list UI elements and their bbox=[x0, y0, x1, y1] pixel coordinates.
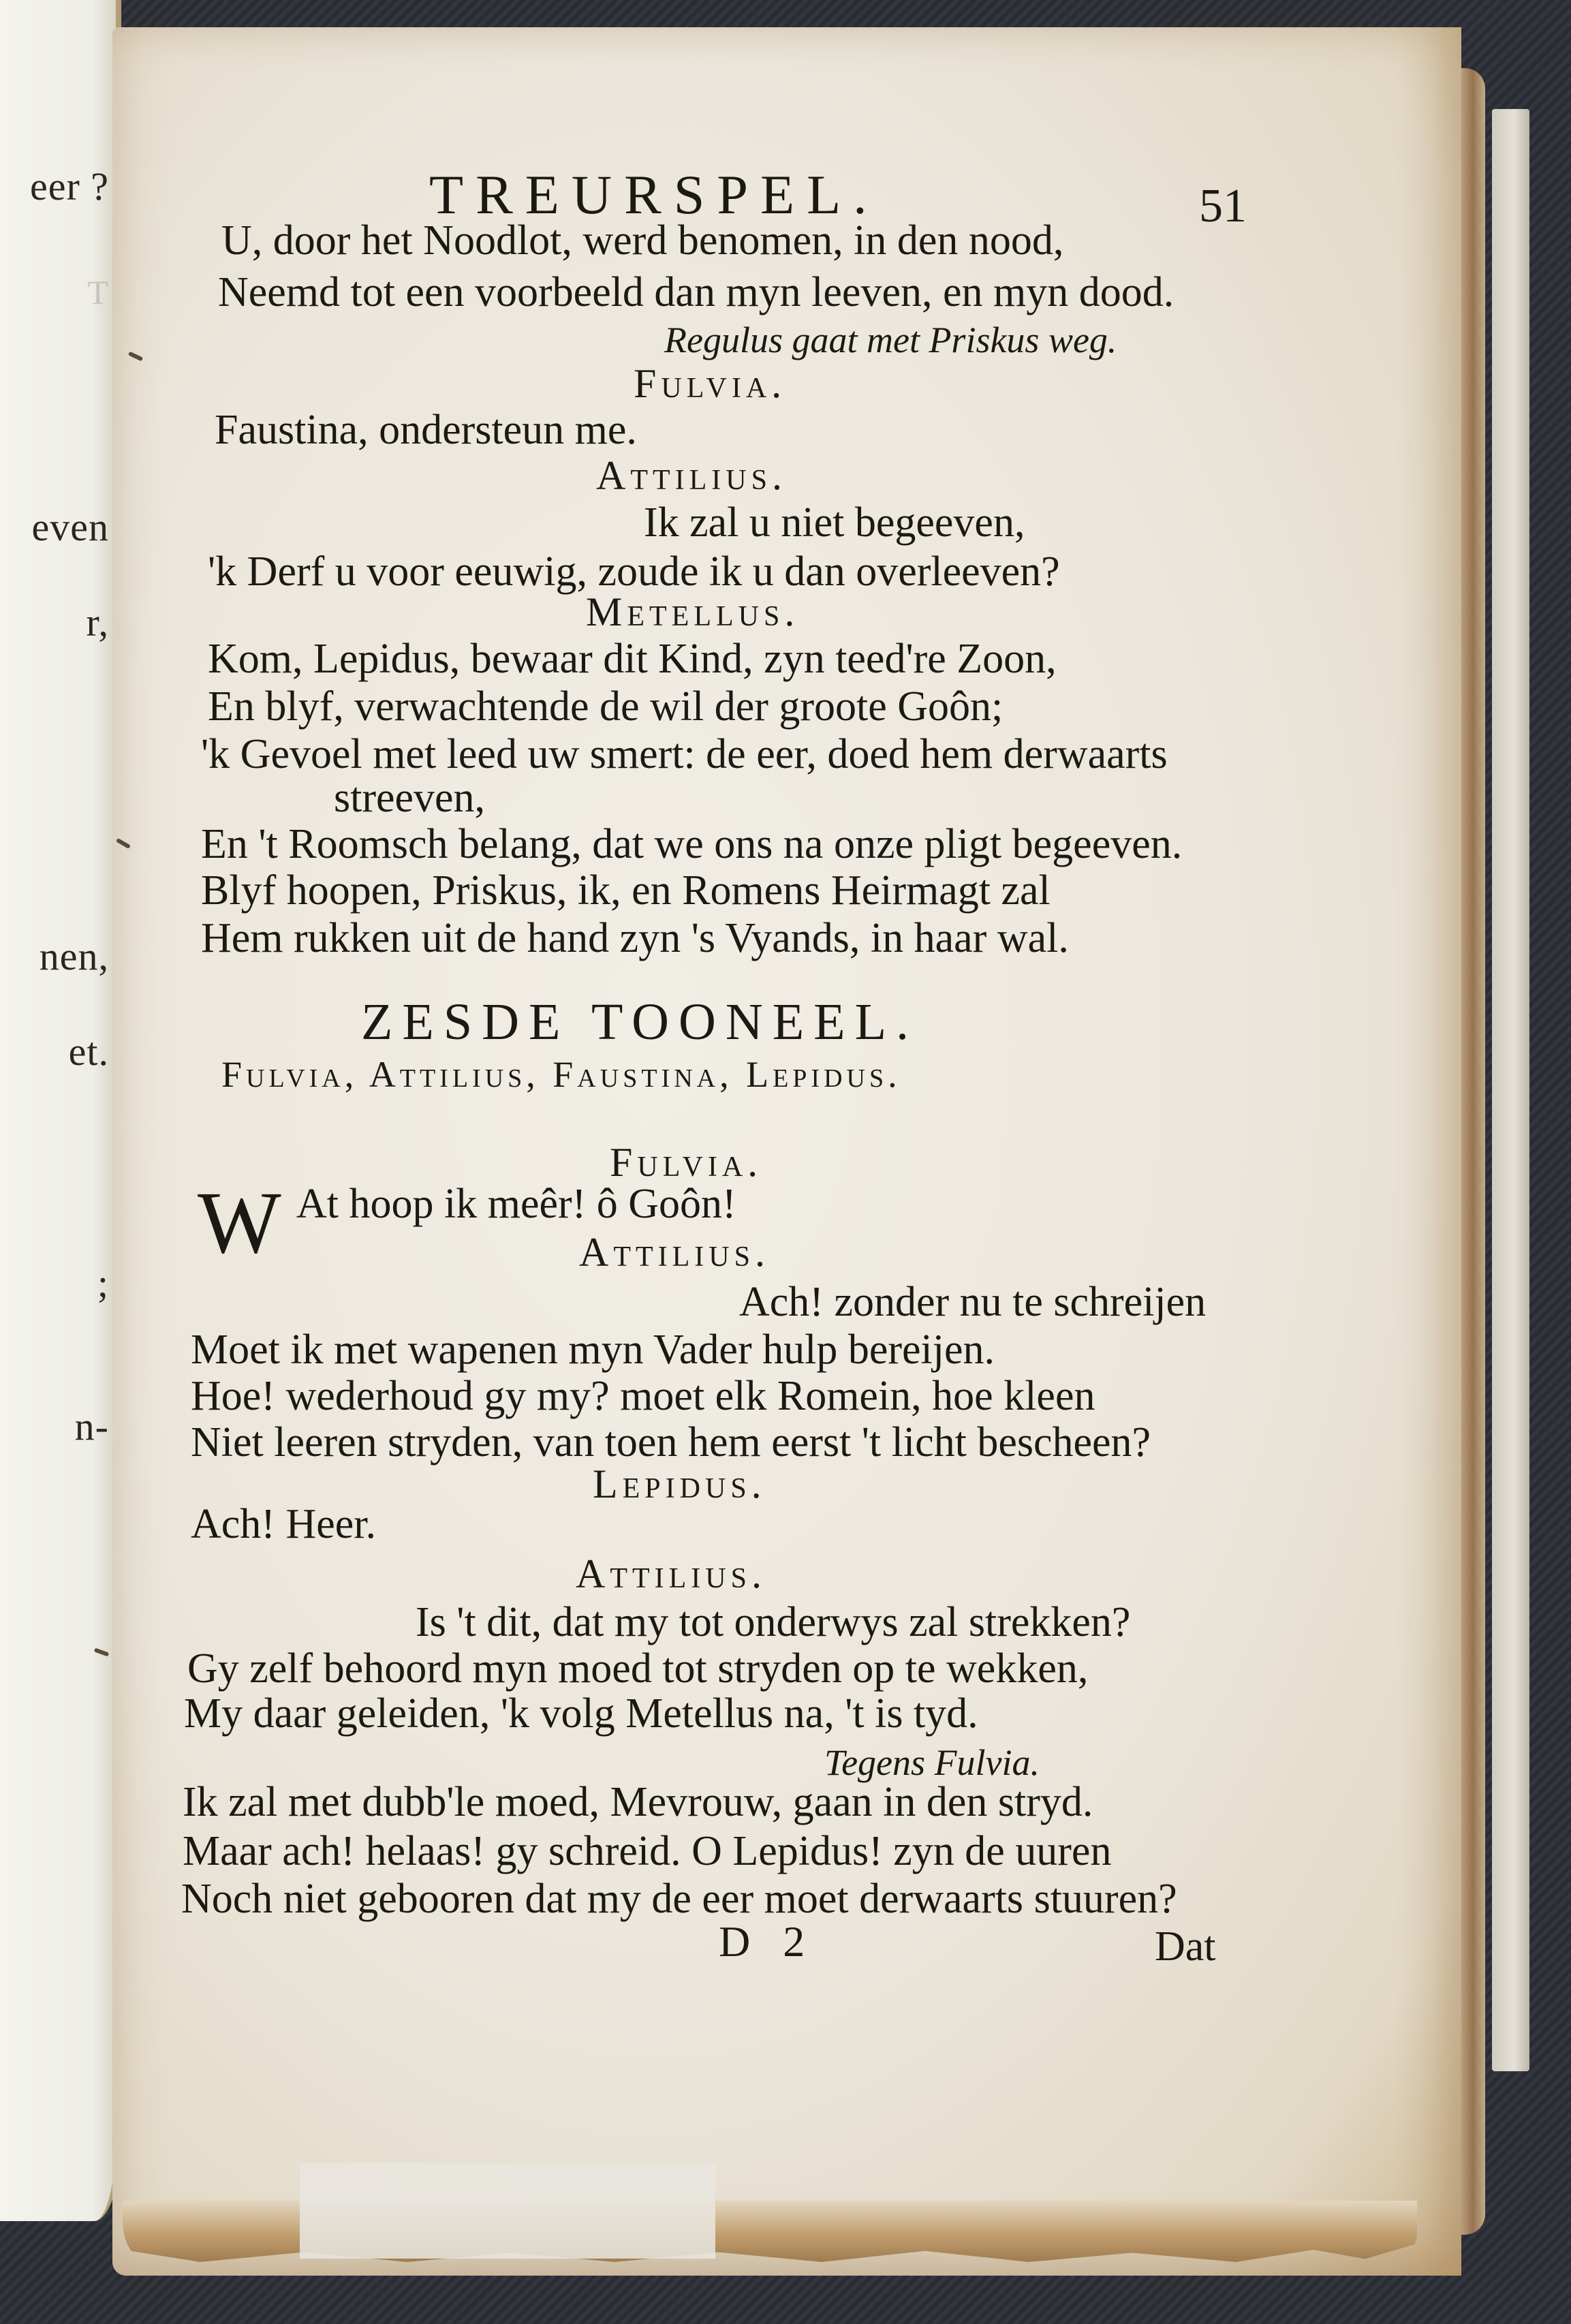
verse-line: En blyf, verwachtende de wil der groote Goôn; bbox=[208, 683, 1004, 730]
running-head: TREURSPEL. bbox=[429, 164, 880, 226]
page-number: 51 bbox=[1199, 180, 1247, 232]
verse-line: U, door het Noodlot, werd benomen, in den nood, bbox=[221, 217, 1064, 264]
facing-page-fragment: ; bbox=[97, 1261, 109, 1305]
speaker-name: Attilius. bbox=[596, 453, 787, 498]
stage-direction: Tegens Fulvia. bbox=[824, 1742, 1040, 1783]
facing-page-fragment: eer ? bbox=[29, 164, 109, 208]
facing-page-fragment: r, bbox=[86, 600, 109, 645]
verse-line: Hoe! wederhoud gy my? moet elk Romein, hoe kleen bbox=[191, 1373, 1095, 1419]
verse-line: 'k Gevoel met leed uw smert: de eer, doed hem derwaarts bbox=[201, 731, 1168, 777]
verse-line: 'k Derf u voor eeuwig, zoude ik u dan overleeven? bbox=[208, 548, 1060, 595]
facing-page-fragment: nen, bbox=[39, 934, 109, 978]
verse-line: En 't Roomsch belang, dat we ons na onze pligt begeeven. bbox=[201, 821, 1183, 867]
scene-cast: Fulvia, Attilius, Faustina, Lepidus. bbox=[221, 1054, 901, 1095]
facing-page-fragment: even bbox=[31, 505, 109, 549]
speaker-name: Attilius. bbox=[579, 1230, 770, 1275]
signature-mark: D 2 bbox=[719, 1917, 816, 1966]
drop-cap: W bbox=[198, 1174, 281, 1272]
verse-line: Hem rukken uit de hand zyn 's Vyands, in haar wal. bbox=[201, 915, 1069, 961]
verse-line: Niet leeren stryden, van toen hem eerst 't licht bescheen? bbox=[191, 1419, 1151, 1466]
verse-line: Blyf hoopen, Priskus, ik, en Romens Heirmagt zal bbox=[201, 867, 1051, 914]
speaker-name: Lepidus. bbox=[593, 1461, 766, 1506]
verse-line: Maar ach! helaas! gy schreid. O Lepidus! zyn de uuren bbox=[183, 1828, 1112, 1874]
verse-line: Noch niet gebooren dat my de eer moet derwaarts stuuren? bbox=[181, 1876, 1177, 1922]
facing-page-fragment: et. bbox=[68, 1029, 109, 1074]
verse-line: Ik zal met dubb'le moed, Mevrouw, gaan in den stryd. bbox=[183, 1779, 1093, 1825]
verse-line: Ik zal u niet begeeven, bbox=[644, 499, 1025, 546]
speaker-name: Fulvia. bbox=[634, 361, 787, 406]
facing-page-fragment: n- bbox=[74, 1404, 109, 1448]
paper-patch bbox=[300, 2163, 715, 2259]
verse-line: Ach! zonder nu te schreijen bbox=[739, 1279, 1207, 1325]
facing-page-showthrough: T bbox=[87, 273, 109, 311]
verse-line-continuation: streeven, bbox=[334, 775, 486, 821]
stage-direction: Regulus gaat met Priskus weg. bbox=[664, 320, 1117, 360]
verse-line: Faustina, ondersteun me. bbox=[215, 407, 637, 453]
verse-line: Ach! Heer. bbox=[191, 1501, 376, 1547]
speaker-name: Attilius. bbox=[576, 1551, 766, 1596]
page-stack-flap bbox=[1492, 109, 1529, 2071]
verse-line: Kom, Lepidus, bewaar dit Kind, zyn teed're Zoon, bbox=[208, 636, 1057, 682]
catchword: Dat bbox=[1155, 1923, 1216, 1970]
speaker-name: Fulvia. bbox=[610, 1140, 763, 1185]
verse-line: Moet ik met wapenen myn Vader hulp bereijen. bbox=[191, 1327, 995, 1373]
verse-line: Is 't dit, dat my tot onderwys zal strekken? bbox=[416, 1599, 1131, 1645]
verse-line: Gy zelf behoord myn moed tot stryden op te wekken, bbox=[187, 1645, 1089, 1692]
speaker-name: Metellus. bbox=[586, 589, 800, 634]
scene-title: ZESDE TOONEEL. bbox=[361, 993, 919, 1051]
verse-line: At hoop ik meêr! ô Goôn! bbox=[296, 1181, 736, 1227]
facing-page-left bbox=[0, 0, 121, 2221]
verse-line: My daar geleiden, 'k volg Metellus na, 't is tyd. bbox=[184, 1690, 978, 1737]
verse-line: Neemd tot een voorbeeld dan myn leeven, en myn dood. bbox=[218, 269, 1175, 315]
